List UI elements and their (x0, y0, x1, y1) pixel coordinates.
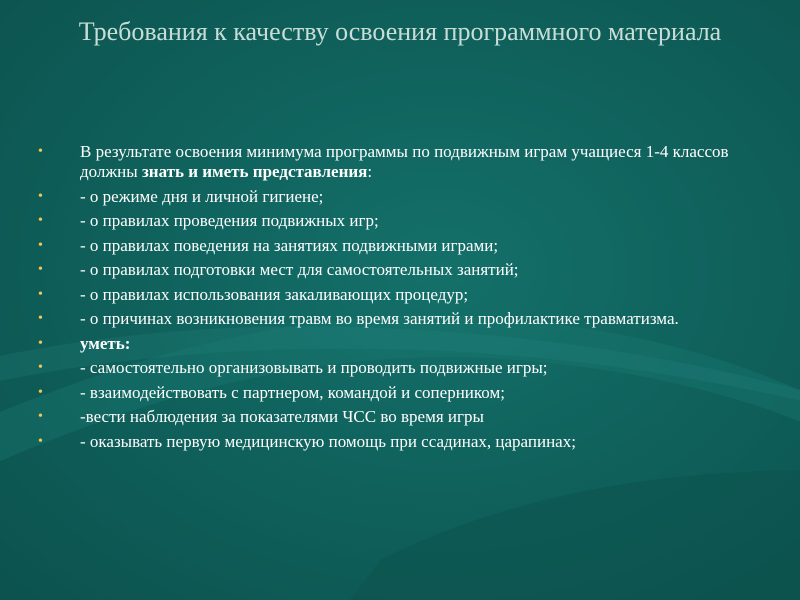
list-item (38, 358, 768, 378)
list-item-text: - оказывать первую медицинскую помощь при ссадинах, царапинах; (80, 431, 576, 451)
bullet-icon: • (38, 262, 43, 277)
bullet-icon: • (38, 311, 43, 326)
bullet-icon: • (38, 213, 43, 228)
list-item (38, 236, 768, 256)
bullet-icon: • (38, 286, 43, 302)
list-item (38, 142, 768, 182)
list-item-text: - о правилах использования закаливающих процедур; (80, 284, 469, 304)
list-item (38, 260, 768, 280)
list-item-text-suffix: : (367, 162, 373, 181)
list-item-text: - самостоятельно организовывать и проводить подвижные игры; (80, 358, 548, 377)
bullet-icon: • (38, 360, 43, 375)
bullet-icon: • (38, 188, 43, 204)
list-item (38, 407, 768, 427)
list-item-text: - о правилах поведения на занятиях подвижными играми; (80, 235, 499, 255)
list-item-text: В результате освоения минимума программы по подвижным играм учащиеся 1-4 классов должны (80, 142, 729, 181)
list-item-text: -вести наблюдения за показателями ЧСС во время игры (80, 407, 484, 426)
bullet-icon: • (38, 335, 43, 351)
bullet-list (38, 142, 768, 456)
list-item (38, 285, 768, 305)
list-item-bold-text: знать и иметь представления (141, 162, 368, 181)
list-item-text: - о правилах подготовки мест для самостоятельных занятий; (80, 260, 519, 279)
bullet-icon: • (38, 409, 43, 424)
list-item-text: - о режиме дня и личной гигиене; (80, 186, 324, 206)
list-item (38, 211, 768, 231)
list-item (38, 432, 768, 452)
list-item (38, 187, 768, 207)
bullet-icon: • (38, 144, 43, 159)
slide-title: Требования к качеству освоения программного материала (78, 17, 722, 46)
list-item (38, 309, 768, 329)
bullet-icon: • (38, 237, 43, 253)
list-item (38, 334, 768, 354)
list-item-text: - взаимодействовать с партнером, командой и соперником; (80, 382, 505, 402)
bullet-icon: • (38, 433, 43, 449)
bullet-icon: • (38, 384, 43, 400)
list-item-text: - о причинах возникновения травм во время занятий и профилактике травматизма. (80, 309, 679, 328)
list-item-heading: уметь: (80, 333, 131, 353)
list-item (38, 383, 768, 403)
list-item-text: - о правилах проведения подвижных игр; (80, 211, 379, 230)
